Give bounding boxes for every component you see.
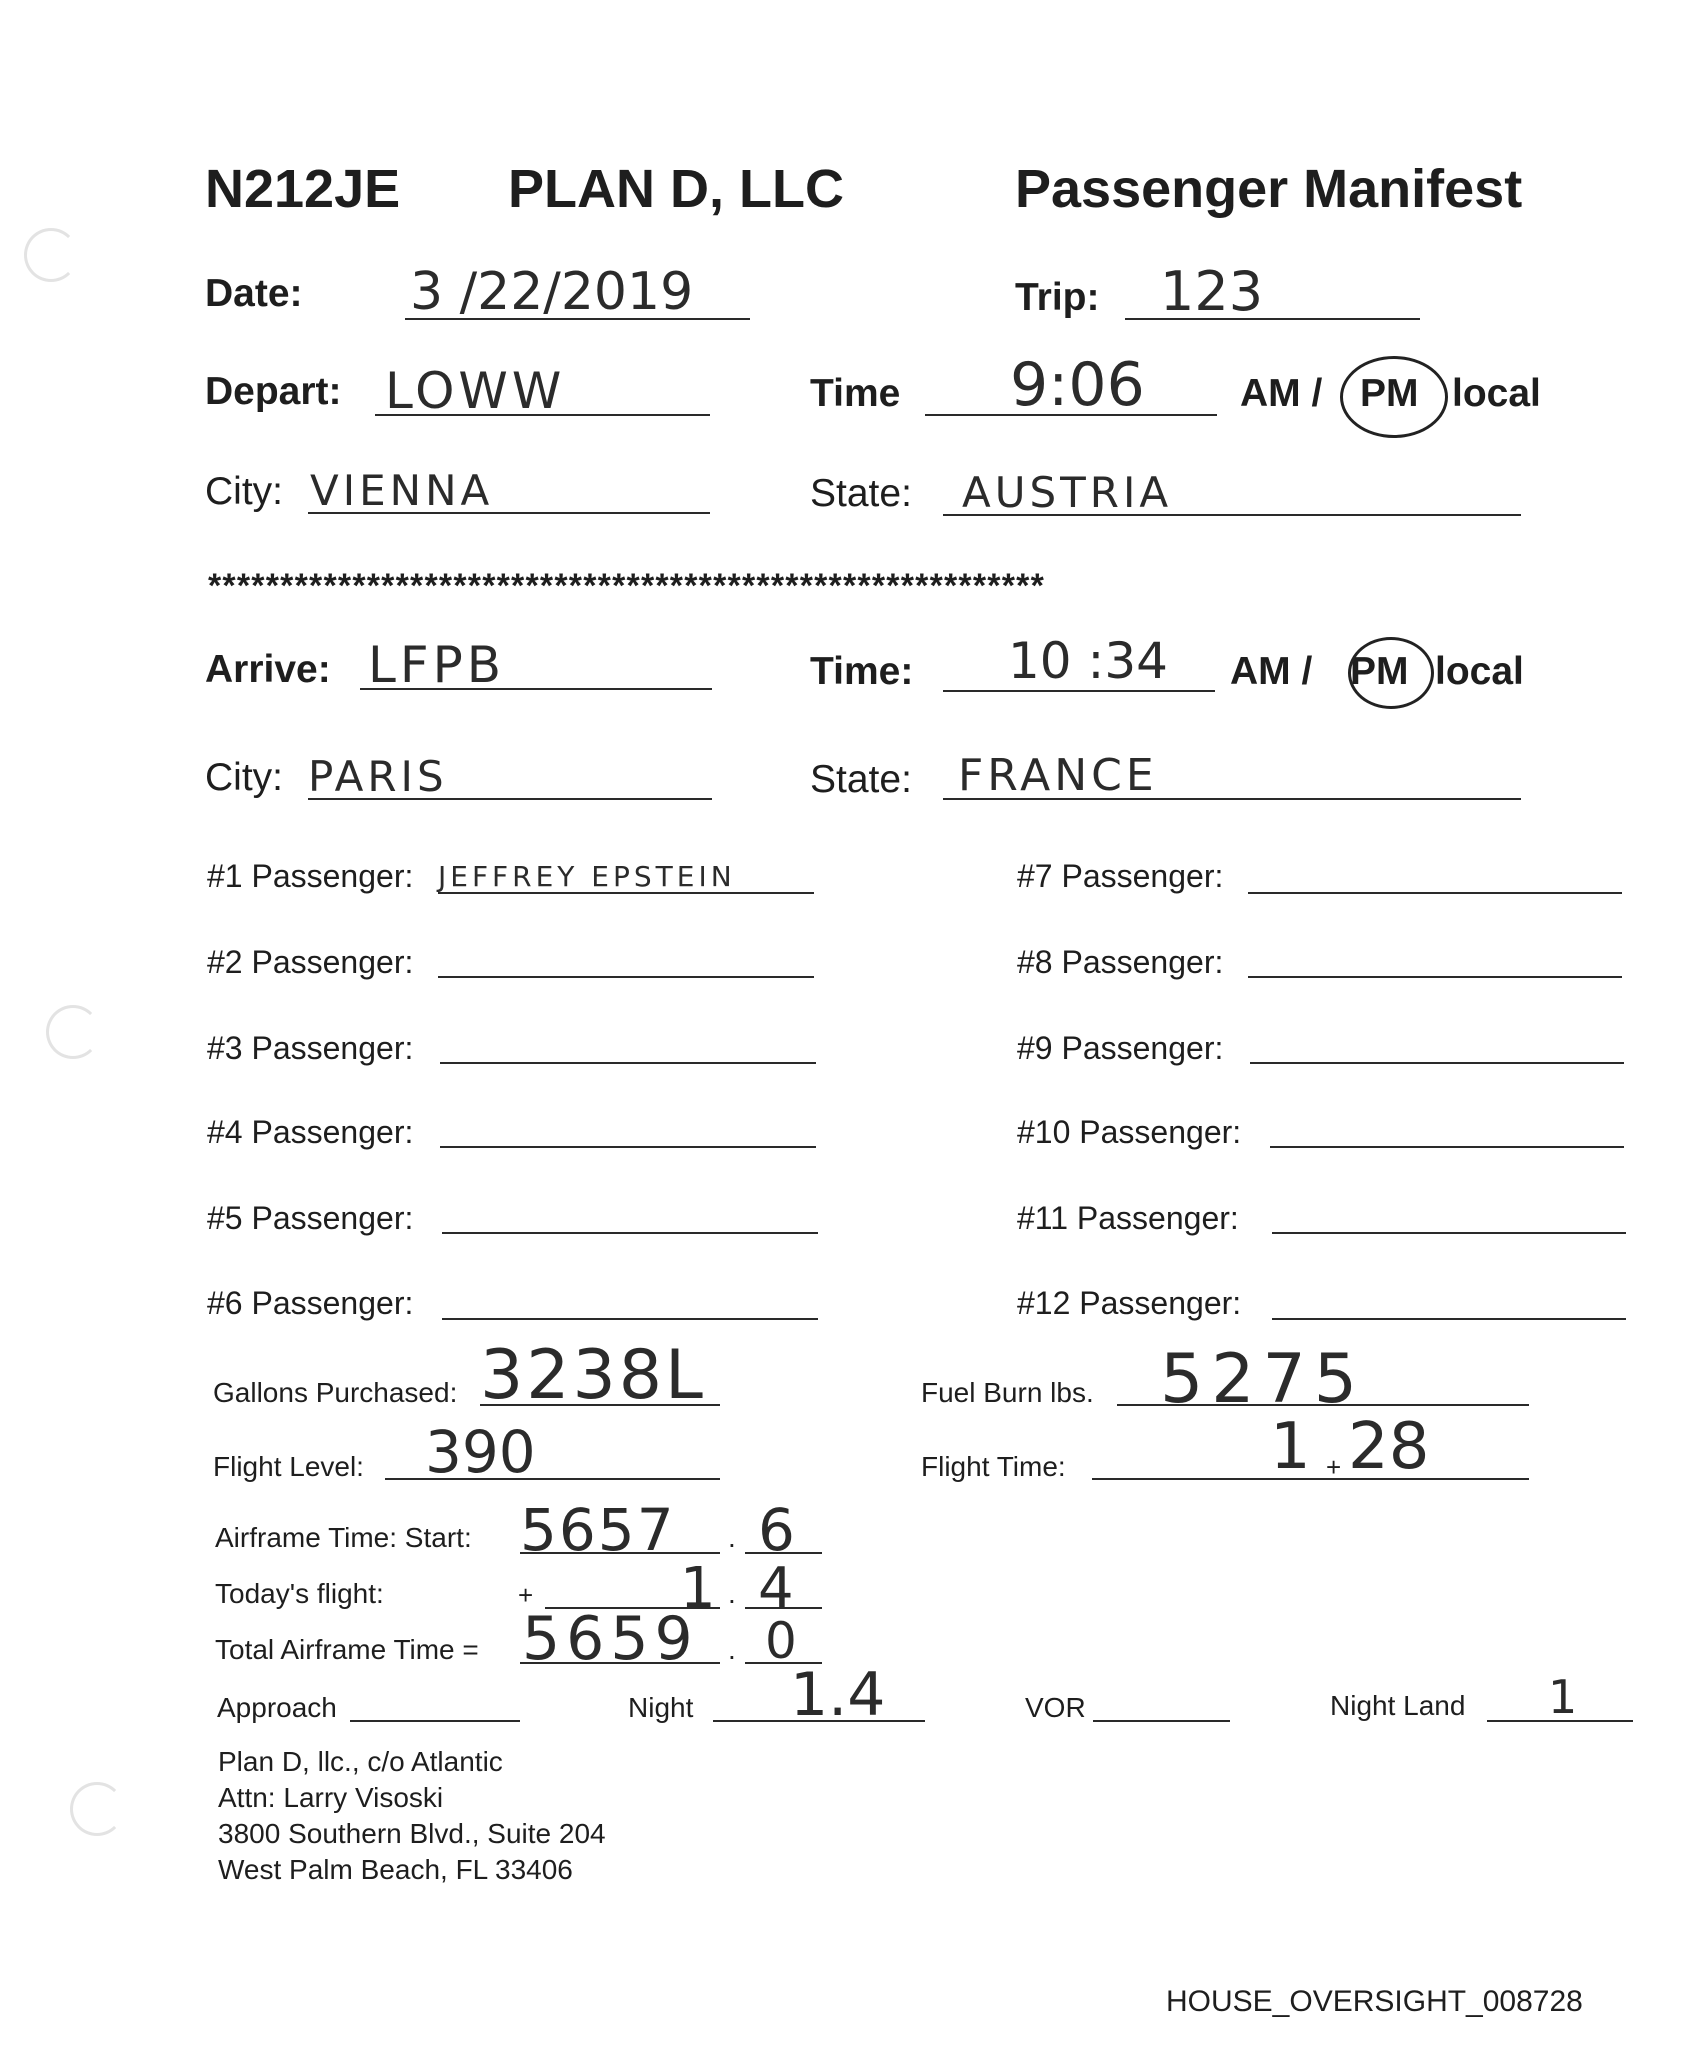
passenger-10-line — [1270, 1146, 1624, 1148]
night-label: Night — [628, 1692, 694, 1723]
punch-hole-bottom — [70, 1782, 124, 1836]
address-line-4: West Palm Beach, FL 33406 — [218, 1854, 573, 1885]
passenger-8-label: #8 Passenger: — [1017, 944, 1224, 980]
passenger-6-line — [442, 1318, 818, 1320]
arrive-local: local — [1435, 650, 1524, 693]
total-airframe-label: Total Airframe Time = — [215, 1634, 479, 1665]
airframe-start-whole: 5657 — [520, 1496, 676, 1564]
flight-time-hours: 1 — [1270, 1410, 1311, 1484]
total-airframe-tenth: 0 — [765, 1612, 797, 1670]
date-value: 3 /22/2019 — [410, 262, 694, 322]
total-airframe-whole: 5659 — [522, 1604, 699, 1674]
flight-level-value: 390 — [425, 1418, 536, 1486]
passenger-10-label: #10 Passenger: — [1017, 1114, 1242, 1150]
approach-label: Approach — [217, 1692, 337, 1723]
passenger-8-line — [1248, 976, 1622, 978]
passenger-2-label: #2 Passenger: — [207, 944, 414, 980]
depart-city-label: City: — [205, 470, 283, 513]
punch-hole-middle — [46, 1005, 100, 1059]
arrive-value: LFPB — [368, 636, 506, 694]
depart-time-label: Time — [810, 372, 901, 415]
total-airframe-dot: . — [728, 1634, 736, 1665]
depart-label: Depart: — [205, 370, 342, 413]
passenger-6-label: #6 Passenger: — [207, 1285, 414, 1321]
arrive-time-line — [943, 690, 1215, 692]
flight-time-minutes: 28 — [1348, 1410, 1430, 1484]
fuel-burn-label: Fuel Burn lbs. — [921, 1377, 1094, 1408]
todays-flight-dot: . — [728, 1578, 736, 1609]
gallons-purchased-label: Gallons Purchased: — [213, 1377, 458, 1408]
passenger-7-line — [1248, 892, 1622, 894]
arrive-time-label: Time: — [810, 650, 914, 693]
passenger-12-line — [1272, 1318, 1626, 1320]
trip-value: 123 — [1160, 260, 1264, 323]
airframe-start-dot: . — [728, 1522, 736, 1553]
night-value: 1.4 — [790, 1660, 886, 1730]
gallons-purchased-value: 3238L — [480, 1336, 706, 1415]
separator-stars: ********************************************************** — [208, 567, 1046, 605]
passenger-4-label: #4 Passenger: — [207, 1114, 414, 1150]
depart-state-value: AUSTRIA — [962, 468, 1173, 517]
flight-time-label: Flight Time: — [921, 1451, 1066, 1482]
todays-flight-plus: + — [518, 1580, 534, 1610]
passenger-12-label: #12 Passenger: — [1017, 1285, 1242, 1321]
passenger-9-label: #9 Passenger: — [1017, 1030, 1224, 1066]
depart-pm-circle — [1340, 356, 1448, 438]
night-land-label: Night Land — [1330, 1690, 1466, 1721]
passenger-1-label: #1 Passenger: — [207, 858, 414, 894]
passenger-7-label: #7 Passenger: — [1017, 858, 1224, 894]
approach-line — [350, 1720, 520, 1722]
bates-number: HOUSE_OVERSIGHT_008728 — [1166, 1985, 1583, 2018]
arrive-am: AM / — [1230, 650, 1313, 693]
arrive-city-value: PARIS — [308, 752, 448, 801]
depart-time-value: 9:06 — [1010, 350, 1145, 420]
passenger-1-value: JEFFREY EPSTEIN — [438, 860, 736, 893]
arrive-state-value: FRANCE — [958, 750, 1158, 801]
arrive-time-value: 10 :34 — [1008, 632, 1168, 690]
company-name: PLAN D, LLC — [508, 159, 844, 219]
fuel-burn-value: 5275 — [1160, 1340, 1366, 1419]
arrive-pm: PM — [1350, 650, 1409, 693]
tail-number: N212JE — [205, 159, 401, 219]
night-land-value: 1 — [1548, 1670, 1578, 1724]
depart-city-value: VIENNA — [310, 466, 494, 515]
todays-flight-tenth: 4 — [758, 1556, 794, 1621]
address-line-3: 3800 Southern Blvd., Suite 204 — [218, 1818, 606, 1849]
todays-flight-whole: 1 — [680, 1556, 716, 1621]
passenger-3-label: #3 Passenger: — [207, 1030, 414, 1066]
passenger-9-line — [1250, 1062, 1624, 1064]
airframe-start-label: Airframe Time: Start: — [215, 1522, 472, 1553]
depart-am: AM / — [1240, 372, 1323, 415]
depart-state-label: State: — [810, 472, 912, 515]
todays-flight-label: Today's flight: — [215, 1578, 384, 1609]
address-line-2: Attn: Larry Visoski — [218, 1782, 444, 1813]
address-line-1: Plan D, llc., c/o Atlantic — [218, 1746, 503, 1777]
passenger-5-line — [442, 1232, 818, 1234]
vor-line — [1093, 1720, 1230, 1722]
form-title: Passenger Manifest — [1015, 159, 1523, 219]
passenger-5-label: #5 Passenger: — [207, 1200, 414, 1236]
vor-label: VOR — [1025, 1692, 1086, 1723]
passenger-11-line — [1272, 1232, 1626, 1234]
passenger-11-label: #11 Passenger: — [1017, 1200, 1239, 1236]
airframe-start-tenth: 6 — [758, 1496, 795, 1564]
trip-label: Trip: — [1015, 276, 1100, 319]
flight-time-sep: + — [1326, 1452, 1342, 1482]
arrive-label: Arrive: — [205, 648, 331, 691]
passenger-3-line — [440, 1062, 816, 1064]
flight-level-label: Flight Level: — [213, 1451, 364, 1482]
passenger-2-line — [438, 976, 814, 978]
depart-pm: PM — [1360, 372, 1419, 415]
passenger-4-line — [440, 1146, 816, 1148]
date-label: Date: — [205, 272, 303, 315]
arrive-city-label: City: — [205, 756, 283, 799]
depart-local: local — [1452, 372, 1541, 415]
depart-value: LOWW — [385, 362, 566, 420]
arrive-pm-circle — [1348, 637, 1434, 709]
arrive-state-label: State: — [810, 758, 912, 801]
punch-hole-top — [24, 228, 78, 282]
